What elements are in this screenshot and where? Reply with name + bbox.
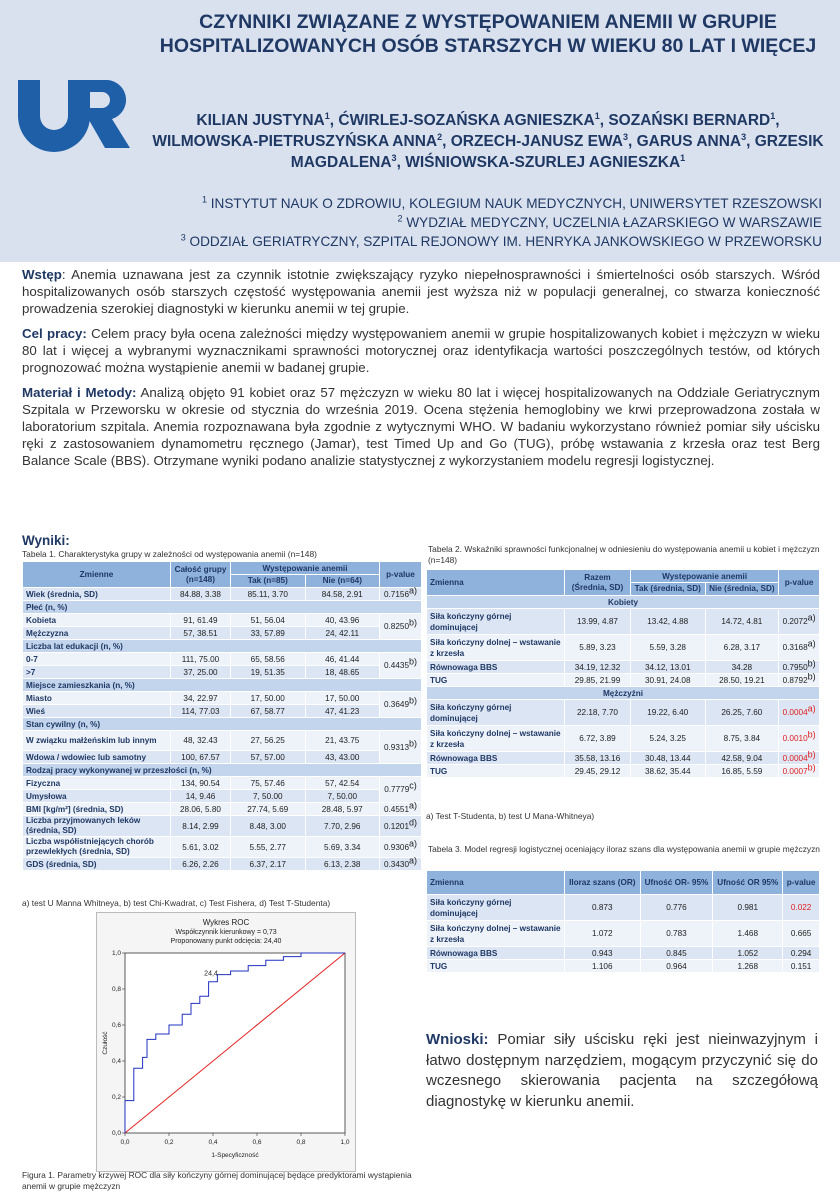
intro-sections xyxy=(22,266,820,477)
superscript: 1 xyxy=(770,110,776,121)
table3-cell-ci-high: 1.052 xyxy=(713,947,783,960)
table3-cell-ci-high: 0.981 xyxy=(713,895,783,921)
table1-cell-yes: 6.37, 2.17 xyxy=(231,858,306,871)
table1-cell-no: 17, 50.00 xyxy=(305,692,380,705)
table1-cell-p: 0.3649b) xyxy=(380,692,422,718)
table2-row-label: TUG xyxy=(427,765,565,778)
table2-cell-yes: 5.59, 3.28 xyxy=(631,635,706,661)
table2-row-label: Równowaga BBS xyxy=(427,752,565,765)
table1-cell-no: 7, 50.00 xyxy=(305,790,380,803)
table3-row-label: Siła kończyny dolnej – wstawanie z krzesła xyxy=(427,921,565,947)
table1-header-anemia: Występowanie anemii xyxy=(231,562,380,575)
table-row xyxy=(427,752,820,765)
table2-header-anemia: Występowanie anemii xyxy=(631,570,779,583)
table2-cell-total: 13.99, 4.87 xyxy=(565,609,631,635)
table1-cell-no: 28.48, 5.97 xyxy=(305,803,380,816)
table2-cell-total: 29.85, 21.99 xyxy=(565,674,631,687)
aim-text: Celem pracy była ocena zależności między występowaniem anemii w grupie hospitalizowanych kobiet i mężczyzn w wieku 80 lat i więcej a wybranymi wyznacznikami sprawności motorycznej oraz identyfikacja wartości poszczególnych testów, od których prognozować można wystąpienie anemii w badanej grupie. xyxy=(22,326,820,375)
table1-cell-no: 7.70, 2.96 xyxy=(305,816,380,837)
table-row xyxy=(23,777,422,790)
superscript: 1 xyxy=(324,110,330,121)
table2-row-label: Siła kończyny dolnej – wstawanie z krzesła xyxy=(427,635,565,661)
x-axis-label: 1-Specyficzność xyxy=(211,1152,259,1159)
superscript: b) xyxy=(807,748,816,759)
table1-cell-no: 6.13, 2.38 xyxy=(305,858,380,871)
table1-row-label: BMI [kg/m²] (średnia, SD) xyxy=(23,803,171,816)
table2-cell-no: 42.58, 9.04 xyxy=(705,752,779,765)
table2-group-label: Kobiety xyxy=(427,596,820,609)
table1-cell-yes: 5.55, 2.77 xyxy=(231,837,306,858)
table1-row-label: Fizyczna xyxy=(23,777,171,790)
table1-cell-p: 0.9306a) xyxy=(380,837,422,858)
intro-paragraph: Wstęp: Anemia uznawana jest za czynnik istotnie zwiększający ryzyko niepełnosprawności i śmiertelności osób starszych. Wśród hospitalizowanych osób starszych częstość występowania anemii jest wyższa niż w populacji generalnej, co stwarza konieczność prowadzenia szerokiej diagnostyki w kierunku anemii w tej grupie. xyxy=(22,267,820,316)
table2-row-label: TUG xyxy=(427,674,565,687)
table1-cell-all: 28.06, 5.80 xyxy=(171,803,231,816)
conclusions-label: Wnioski: xyxy=(426,1031,489,1048)
table1-cell-yes: 8.48, 3.00 xyxy=(231,816,306,837)
table-row xyxy=(23,858,422,871)
table1-cell-p: 0.9313b) xyxy=(380,731,422,764)
table1-cell-no: 40, 43.96 xyxy=(305,614,380,627)
table-row xyxy=(23,731,422,751)
table1-row-label: 0-7 xyxy=(23,653,171,666)
intro-label: Wstęp xyxy=(22,267,62,282)
superscript: 2 xyxy=(437,131,443,142)
table-row xyxy=(427,609,820,635)
affiliation xyxy=(140,213,822,232)
table2-header-total: Razem (Średnia, SD) xyxy=(565,570,631,596)
table1-cell-no: 57, 42.54 xyxy=(305,777,380,790)
table1-row-label: Mężczyzna xyxy=(23,627,171,640)
table-row xyxy=(427,674,820,687)
chart-subtitle: Proponowany punkt odcięcia: 24,40 xyxy=(170,938,282,945)
table3-header-or: Iloraz szans (OR) xyxy=(565,871,641,895)
table1-cell-yes: 75, 57.46 xyxy=(231,777,306,790)
methods-paragraph xyxy=(22,384,820,469)
table1-section-label: Liczba lat edukacji (n, %) xyxy=(23,640,422,653)
table2-cell-yes: 30.91, 24.08 xyxy=(631,674,706,687)
table2-row-label: Równowaga BBS xyxy=(427,661,565,674)
affiliation-text: ODDZIAŁ GERIATRYCZNY, SZPITAL REJONOWY IM. HENRYKA JANKOWSKIEGO W PRZEWORSKU xyxy=(185,234,822,249)
table1-cell-no: 47, 41.23 xyxy=(305,705,380,718)
superscript: b) xyxy=(409,656,418,667)
aim-paragraph xyxy=(22,325,820,376)
table2-cell-yes: 13.42, 4.88 xyxy=(631,609,706,635)
x-tick-label: 0,2 xyxy=(164,1139,174,1146)
table1-header-no: Nie (n=64) xyxy=(305,575,380,588)
table-row xyxy=(23,614,422,627)
table2-cell-yes: 38.62, 35.44 xyxy=(631,765,706,778)
x-tick-label: 0,6 xyxy=(252,1139,262,1146)
table2-cell-p: 0.7950b) xyxy=(779,661,820,674)
table1-header-all: Całość grupy (n=148) xyxy=(171,562,231,588)
superscript: 3 xyxy=(180,232,186,243)
table1-cell-all: 91, 61.49 xyxy=(171,614,231,627)
table1-cell-p: 0.4435b) xyxy=(380,653,422,679)
table-row xyxy=(427,596,820,609)
superscript: a) xyxy=(807,612,816,623)
table3-row-label: TUG xyxy=(427,960,565,973)
table3-cell-p: 0.665 xyxy=(783,921,820,947)
table2-footnote: a) Test T-Studenta, b) test U Mana-Whitneya) xyxy=(426,811,595,821)
affiliation xyxy=(140,194,822,213)
author-name: KILIAN JUSTYNA xyxy=(196,112,325,129)
table2-cell-no: 16.85, 5.59 xyxy=(705,765,779,778)
table3-header-variable: Zmienna xyxy=(427,871,565,895)
table3-cell-p: 0.022 xyxy=(783,895,820,921)
table-row xyxy=(427,895,820,921)
y-tick-label: 0,0 xyxy=(111,1130,121,1137)
table1-caption: Tabela 1. Charakterystyka grupy w zależności od występowania anemii (n=148) xyxy=(22,549,317,559)
affiliation xyxy=(140,232,822,251)
table1-cell-p: 0.1201d) xyxy=(380,816,422,837)
roc-chart xyxy=(97,913,355,1171)
table2-cell-yes: 5.24, 3.25 xyxy=(631,726,706,752)
superscript: b) xyxy=(409,695,418,706)
table1-cell-p: 0.7779c) xyxy=(380,777,422,803)
table1-cell-yes: 19, 51.35 xyxy=(231,666,306,679)
table1-row-label: Kobieta xyxy=(23,614,171,627)
university-logo-icon xyxy=(14,76,132,152)
table-row xyxy=(427,700,820,726)
table3-row-label: Równowaga BBS xyxy=(427,947,565,960)
table-row xyxy=(427,960,820,973)
table1-cell-yes: 33, 57.89 xyxy=(231,627,306,640)
table-row xyxy=(427,726,820,752)
table3-header-ci-low: Ufność OR- 95% xyxy=(640,871,713,895)
table-row xyxy=(23,627,422,640)
superscript: a) xyxy=(409,854,418,865)
table1-row-label: GDS (średnia, SD) xyxy=(23,858,171,871)
table1-row-label: Miasto xyxy=(23,692,171,705)
table1-row-label: Wiek (średnia, SD) xyxy=(23,588,171,601)
table1-row-label: >7 xyxy=(23,666,171,679)
table1-cell-yes: 27, 56.25 xyxy=(231,731,306,751)
table1-cell-yes: 7, 50.00 xyxy=(231,790,306,803)
x-tick-label: 0,8 xyxy=(296,1139,306,1146)
table-row xyxy=(23,751,422,764)
superscript: b) xyxy=(409,617,418,628)
table3 xyxy=(426,870,820,973)
table2-cell-yes: 19.22, 6.40 xyxy=(631,700,706,726)
table3-cell-ci-low: 0.783 xyxy=(640,921,713,947)
figure1-caption: Figura 1. Parametry krzywej ROC dla siły kończyny górnej dominującej będące predyktorami wystąpienia anemii w grupie mężczyzn xyxy=(22,1170,412,1191)
table1-cell-yes: 65, 58.56 xyxy=(231,653,306,666)
table1-cell-yes: 27.74, 5.69 xyxy=(231,803,306,816)
table1-section-label: Rodzaj pracy wykonywanej w przeszłości (n, %) xyxy=(23,764,422,777)
superscript: b) xyxy=(807,657,816,668)
superscript: a) xyxy=(807,703,816,714)
table1-cell-all: 37, 25.00 xyxy=(171,666,231,679)
table1-cell-p: 0.8250b) xyxy=(380,614,422,640)
table-row xyxy=(23,640,422,653)
author-list: KILIAN JUSTYNA$^1$, ĆWIRLEJ-SOZAŃSKA AGNIESZKA$^1$, SOZAŃSKI BERNARD$^1$, WILMOWSKA-PIETRUSZYŃSKA ANNA$^2$, ORZECH-JANUSZ EWA$^3$, GARUS ANNA$^3$, GRZESIK MAGDALENA$^3$, WIŚNIOWSKA-SZURLEJ AGNIESZKA$^1$ xyxy=(152,110,824,171)
table-row xyxy=(23,601,422,614)
table-row xyxy=(23,679,422,692)
y-tick-label: 1,0 xyxy=(111,950,121,957)
table1-cell-no: 18, 48.65 xyxy=(305,666,380,679)
table3-row-label: Siła kończyny górnej dominującej xyxy=(427,895,565,921)
table1-footnote: a) test U Manna Whitneya, b) test Chi-Kwadrat, c) Test Fishera, d) Test T-Studenta) xyxy=(22,898,331,908)
table1-cell-all: 34, 22.97 xyxy=(171,692,231,705)
superscript: a) xyxy=(409,799,418,810)
table2-cell-p: 0.3168a) xyxy=(779,635,820,661)
table1-row-label: Liczba przyjmowanych leków (średnia, SD) xyxy=(23,816,171,837)
table-row xyxy=(23,790,422,803)
table2-header-yes: Tak (średnia, SD) xyxy=(631,583,706,596)
table1-cell-all: 57, 38.51 xyxy=(171,627,231,640)
table3-cell-ci-low: 0.845 xyxy=(640,947,713,960)
table1-cell-all: 6.26, 2.26 xyxy=(171,858,231,871)
table2-cell-p: 0.0007b) xyxy=(779,765,820,778)
table1-section-label: Płeć (n, %) xyxy=(23,601,422,614)
table1-cell-all: 84.88, 3.38 xyxy=(171,588,231,601)
table1-cell-no: 84.58, 2.91 xyxy=(305,588,380,601)
table2-header-no: Nie (średnia, SD) xyxy=(705,583,779,596)
table1 xyxy=(22,561,422,871)
superscript: b) xyxy=(807,729,816,740)
table1-cell-all: 100, 67.57 xyxy=(171,751,231,764)
superscript: 3 xyxy=(391,152,397,163)
y-tick-label: 0,2 xyxy=(111,1094,121,1101)
table2-cell-p: 0.0004b) xyxy=(779,752,820,765)
table1-cell-no: 43, 43.00 xyxy=(305,751,380,764)
table-row xyxy=(23,705,422,718)
methods-label: Materiał i Metody: xyxy=(22,385,137,400)
table2-cell-p: 0.2072a) xyxy=(779,609,820,635)
table1-section-label: Miejsce zamieszkania (n, %) xyxy=(23,679,422,692)
table2-row-label: Siła kończyny górnej dominującej xyxy=(427,609,565,635)
table1-cell-p: 0.7156a) xyxy=(380,588,422,601)
table1-row-label: Wdowa / wdowiec lub samotny xyxy=(23,751,171,764)
table1-cell-yes: 67, 58.77 xyxy=(231,705,306,718)
table1-cell-all: 8.14, 2.99 xyxy=(171,816,231,837)
roc-figure xyxy=(96,912,356,1172)
table2-header-variable: Zmienna xyxy=(427,570,565,596)
table2-header-p: p-value xyxy=(779,570,820,596)
table1-cell-no: 5.69, 3.34 xyxy=(305,837,380,858)
superscript: b) xyxy=(807,761,816,772)
table1-header-yes: Tak (n=85) xyxy=(231,575,306,588)
table3-cell-ci-low: 0.776 xyxy=(640,895,713,921)
table1-row-label: Umysłowa xyxy=(23,790,171,803)
table2-row-label: Siła kończyny dolnej – wstawanie z krzesła xyxy=(427,726,565,752)
table2-cell-no: 8.75, 3.84 xyxy=(705,726,779,752)
table2-cell-no: 26.25, 7.60 xyxy=(705,700,779,726)
superscript: 2 xyxy=(397,213,403,224)
table2-cell-no: 14.72, 4.81 xyxy=(705,609,779,635)
table3-cell-or: 0.873 xyxy=(565,895,641,921)
author-name: ORZECH-JANUSZ EWA xyxy=(450,133,623,150)
table2-cell-yes: 30.48, 13.44 xyxy=(631,752,706,765)
table-row xyxy=(427,687,820,700)
superscript: a) xyxy=(409,584,418,595)
table1-row-label: Liczba współistniejących chorób przewlekłych (średnia, SD) xyxy=(23,837,171,858)
table-row xyxy=(427,947,820,960)
table1-cell-all: 134, 90.54 xyxy=(171,777,231,790)
table3-cell-ci-high: 1.268 xyxy=(713,960,783,973)
superscript: 1 xyxy=(680,152,686,163)
table-row xyxy=(23,692,422,705)
superscript: d) xyxy=(409,816,418,827)
conclusions xyxy=(426,1030,818,1112)
table1-cell-no: 46, 41.44 xyxy=(305,653,380,666)
table3-cell-p: 0.294 xyxy=(783,947,820,960)
affiliation-text: WYDZIAŁ MEDYCZNY, UCZELNIA ŁAZARSKIEGO W WARSZAWIE xyxy=(402,215,822,230)
table-row xyxy=(23,666,422,679)
table2-cell-total: 5.89, 3.23 xyxy=(565,635,631,661)
table3-cell-or: 0.943 xyxy=(565,947,641,960)
table2-group-label: Mężczyźni xyxy=(427,687,820,700)
table-row xyxy=(23,653,422,666)
chart-title: Wykres ROC xyxy=(202,918,250,927)
superscript: a) xyxy=(807,638,816,649)
x-tick-label: 0,0 xyxy=(120,1139,130,1146)
y-axis-label: Czułość xyxy=(102,1031,109,1055)
author-name: ĆWIRLEJ-SOZAŃSKA AGNIESZKA xyxy=(338,112,595,129)
table2-cell-no: 34.28 xyxy=(705,661,779,674)
table1-header-p: p-value xyxy=(380,562,422,588)
affiliation-text: INSTYTUT NAUK O ZDROWIU, KOLEGIUM NAUK MEDYCZNYCH, UNIWERSYTET RZESZOWSKI xyxy=(206,196,822,211)
table3-header-ci-high: Ufność OR 95% xyxy=(713,871,783,895)
table-row xyxy=(23,803,422,816)
chart-subtitle: Współczynnik kierunkowy = 0,73 xyxy=(175,929,277,936)
table2-cell-no: 6.28, 3.17 xyxy=(705,635,779,661)
table2-caption: Tabela 2. Wskaźniki sprawności funkcjonalnej w odniesieniu do występowania anemii u kobiet i mężczyzn (n=148) xyxy=(428,544,820,565)
table-row xyxy=(23,718,422,731)
table3-cell-p: 0.151 xyxy=(783,960,820,973)
author-name: WIŚNIOWSKA-SZURLEJ AGNIESZKA xyxy=(405,154,681,171)
table3-header-p: p-value xyxy=(783,871,820,895)
table2-cell-p: 0.0010b) xyxy=(779,726,820,752)
y-tick-label: 0,8 xyxy=(111,986,121,993)
table-row xyxy=(427,661,820,674)
table3-cell-or: 1.072 xyxy=(565,921,641,947)
author-name: GRZESIK MAGDALENA xyxy=(290,133,824,171)
table3-cell-or: 1.106 xyxy=(565,960,641,973)
table-row xyxy=(23,837,422,858)
author-name: SOZAŃSKI BERNARD xyxy=(608,112,771,129)
table1-header-variable: Zmienne xyxy=(23,562,171,588)
cutoff-annotation: 24,4 xyxy=(204,970,218,978)
table3-cell-ci-high: 1.468 xyxy=(713,921,783,947)
table2-cell-yes: 34.12, 13.01 xyxy=(631,661,706,674)
superscript: a) xyxy=(409,837,418,848)
table2-cell-total: 35.58, 13.16 xyxy=(565,752,631,765)
affiliation-list xyxy=(140,194,830,251)
table-row xyxy=(23,588,422,601)
table1-cell-no: 21, 43.75 xyxy=(305,731,380,751)
table2-cell-p: 0.8792b) xyxy=(779,674,820,687)
superscript: c) xyxy=(409,780,417,791)
superscript: 3 xyxy=(741,131,747,142)
table1-cell-all: 111, 75.00 xyxy=(171,653,231,666)
table1-cell-yes: 57, 57.00 xyxy=(231,751,306,764)
superscript: b) xyxy=(807,670,816,681)
y-tick-label: 0,6 xyxy=(111,1022,121,1029)
x-tick-label: 0,4 xyxy=(208,1139,218,1146)
y-tick-label: 0,4 xyxy=(111,1058,121,1065)
table2-cell-no: 28.50, 19.21 xyxy=(705,674,779,687)
author-name: GARUS ANNA xyxy=(636,133,742,150)
superscript: 1 xyxy=(201,194,207,205)
table1-cell-all: 114, 77.03 xyxy=(171,705,231,718)
table1-row-label: W związku małżeńskim lub innym xyxy=(23,731,171,751)
table-row xyxy=(23,816,422,837)
table-row xyxy=(427,635,820,661)
table1-cell-yes: 17, 50.00 xyxy=(231,692,306,705)
table2-cell-total: 6.72, 3.89 xyxy=(565,726,631,752)
table1-cell-all: 5.61, 3.02 xyxy=(171,837,231,858)
table1-cell-yes: 51, 56.04 xyxy=(231,614,306,627)
table1-cell-no: 24, 42.11 xyxy=(305,627,380,640)
table2-cell-p: 0.0004a) xyxy=(779,700,820,726)
conclusions-text: Pomiar siły uścisku ręki jest nieinwazyjnym i łatwo dostępnym narzędziem, mogącym przyczynić się do wczesnego skierowania pacjenta na szczegółową diagnostykę w kierunku anemii. xyxy=(426,1031,818,1110)
table1-section-label: Stan cywilny (n, %) xyxy=(23,718,422,731)
table3-caption: Tabela 3. Model regresji logistycznej oceniający iloraz szans dla występowania anemii w grupie mężczyzn xyxy=(428,844,820,854)
table-row xyxy=(427,765,820,778)
superscript: 1 xyxy=(594,110,600,121)
poster-title: CZYNNIKI ZWIĄZANE Z WYSTĘPOWANIEM ANEMII W GRUPIE HOSPITALIZOWANYCH OSÓB STARSZYCH W WIEKU 80 LAT I WIĘCEJ xyxy=(159,11,817,57)
author-name: WILMOWSKA-PIETRUSZYŃSKA ANNA xyxy=(152,133,438,150)
table2-cell-total: 29.45, 29.12 xyxy=(565,765,631,778)
table1-cell-p: 0.4551a) xyxy=(380,803,422,816)
superscript: b) xyxy=(409,737,418,748)
table1-cell-all: 48, 32.43 xyxy=(171,731,231,751)
intro-text: Anemia uznawana jest za czynnik istotnie zwiększający ryzyko niepełnosprawności i śmiertelności osób starszych. Wśród hospitalizowanych osób starszych częstość występowania anemii jest wyższa niż w populacji generalnej, co stwarza konieczność prowadzenia szerokiej diagnostyki w kierunku anemii w tej grupie. xyxy=(22,267,820,316)
table1-row-label: Wieś xyxy=(23,705,171,718)
table1-cell-all: 14, 9.46 xyxy=(171,790,231,803)
table3-cell-ci-low: 0.964 xyxy=(640,960,713,973)
x-tick-label: 1,0 xyxy=(340,1139,350,1146)
results-heading: Wyniki: xyxy=(22,533,70,548)
table-row xyxy=(23,764,422,777)
table2-cell-total: 34.19, 12.32 xyxy=(565,661,631,674)
table1-cell-yes: 85.11, 3.70 xyxy=(231,588,306,601)
table2-cell-total: 22.18, 7.70 xyxy=(565,700,631,726)
table-row xyxy=(427,921,820,947)
table1-cell-p: 0.3430a) xyxy=(380,858,422,871)
poster-header xyxy=(0,0,840,262)
table2 xyxy=(426,569,820,778)
aim-label: Cel pracy: xyxy=(22,326,87,341)
table2-row-label: Siła kończyny górnej dominującej xyxy=(427,700,565,726)
methods-text: Analizą objęto 91 kobiet oraz 57 mężczyzn w wieku 80 lat i więcej hospitalizowanych na Oddziale Geriatrycznym Szpitala w Przeworsku w okresie od stycznia do września 2019. Ocena stężenia hemoglobiny we krwi przeprowadzona została w laboratorium szpitala. Anemia rozpoznawana była zgodnie z wytycznymi WHO. W badaniu wykorzystano również pomiar siły uścisku ręki z zastosowaniem dynamometru ręcznego (Jamar), test Timed Up and Go (TUG), próbę wstawania z krzesła oraz test Berg Balance Scale (BBS). Otrzymane wyniki podano analizie statystycznej z wykorzystaniem modelu regresji logistycznej. xyxy=(22,385,820,468)
superscript: 3 xyxy=(622,131,628,142)
